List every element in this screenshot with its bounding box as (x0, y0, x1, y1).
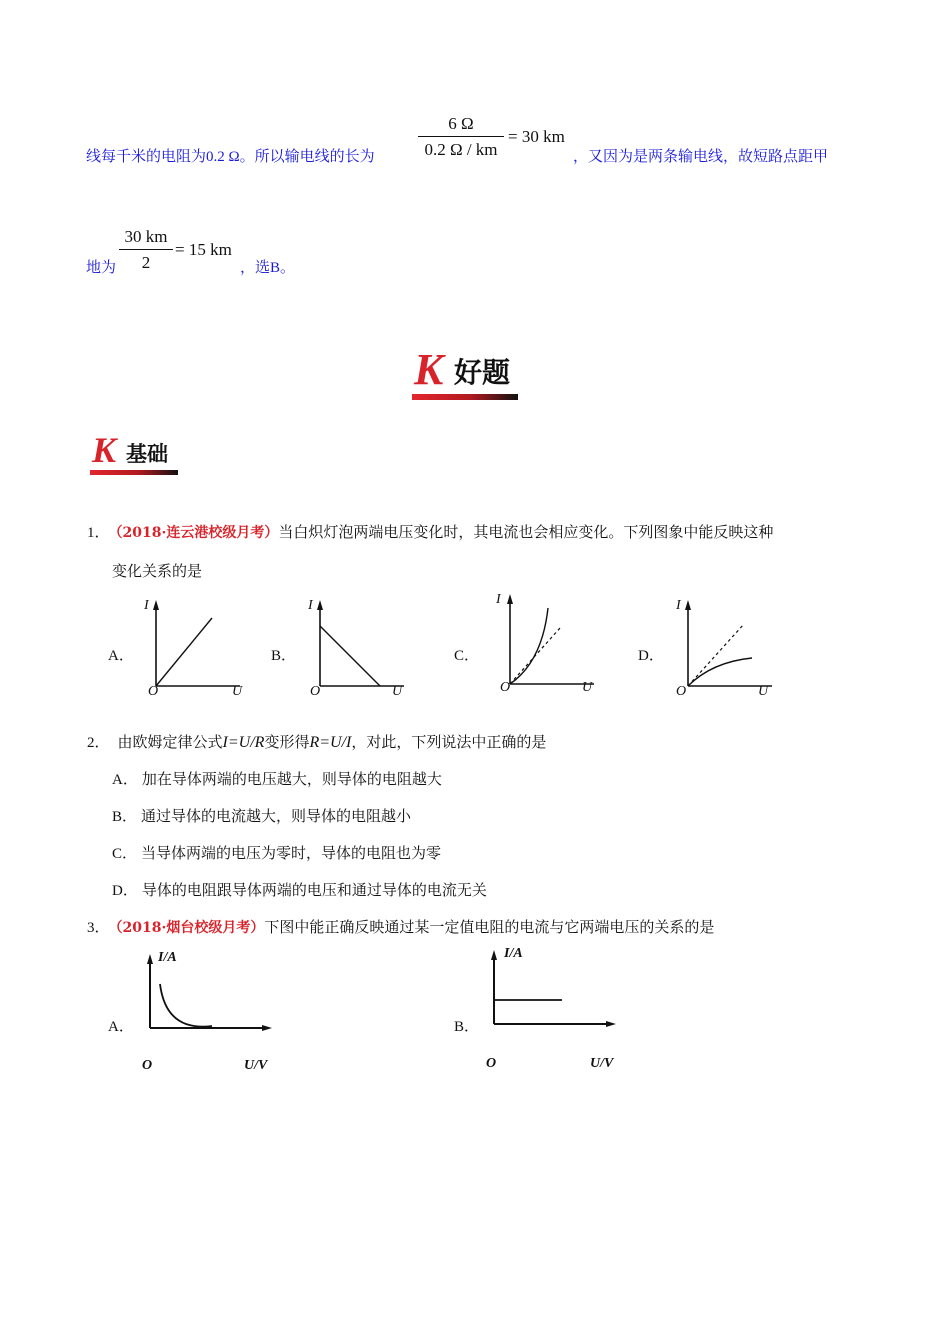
flattening-curve (688, 658, 752, 686)
question-2-stem (87, 731, 546, 752)
origin-label: O (142, 1058, 153, 1073)
explanation-line1-mid: 。所以输电线的长为 (239, 147, 375, 165)
graph-option-c[interactable] (494, 592, 604, 700)
formula-ohms-law: I=U/R (222, 734, 265, 751)
descending-line (320, 626, 380, 686)
answer-choice: B (270, 260, 281, 276)
y-axis-label: I (308, 598, 313, 613)
x-axis-label: U (758, 684, 769, 699)
origin-label: O (500, 680, 511, 695)
x-axis-label: U (392, 684, 403, 699)
question-1-line1 (87, 521, 773, 542)
question-2-option-a[interactable] (112, 768, 442, 789)
choose-text: ，选 (240, 258, 271, 276)
graph-option-a[interactable] (140, 598, 250, 700)
option-label: A． (112, 772, 138, 788)
option-text: 当导体两端的电压为零时，导体的电阻也为零 (141, 844, 442, 862)
graph-option-d[interactable] (672, 598, 782, 702)
question-text-a: 由欧姆定律公式 (117, 733, 223, 751)
banner-title: 基础 (126, 441, 168, 466)
fraction-distance-result: = 15 km (175, 240, 232, 259)
banner-k-letter: K (92, 430, 117, 470)
fraction-distance (119, 227, 173, 273)
question-number: 3． (87, 920, 110, 936)
option-label: B． (112, 809, 138, 825)
question-text: 当白炽灯泡两端电压变化时，其电流也会相应变化。下列图象中能反映这种 (278, 523, 774, 541)
explanation-line1 (86, 145, 375, 166)
option-d-label[interactable]: D． (638, 648, 664, 664)
explanation-line1-suffix: ，又因为是两条输电线，故短路点距甲 (573, 147, 829, 165)
inverse-curve (160, 984, 212, 1027)
fraction-length (418, 114, 504, 160)
origin-label: O (148, 684, 159, 699)
x-axis-label: U/V (244, 1058, 268, 1073)
graph-option-b[interactable] (304, 598, 414, 700)
reference-dashed-line (688, 624, 744, 686)
option-b-label[interactable]: B． (271, 648, 297, 664)
option-b-label[interactable]: B． (454, 1019, 480, 1035)
graph-option-a[interactable] (138, 950, 278, 1080)
y-axis-label: I (676, 598, 681, 613)
option-label: C． (112, 846, 138, 862)
option-text: 通过导体的电流越大，则导体的电阻越小 (141, 807, 412, 825)
banner-underline (90, 470, 178, 475)
graph-option-b[interactable] (484, 946, 624, 1076)
y-axis-label: I/A (158, 950, 177, 965)
explanation-line1-prefix: 线每千米的电阻为 (86, 147, 207, 165)
question-source: （2018·连云港校级月考） (115, 525, 279, 541)
x-axis-label: U (582, 680, 593, 695)
question-2-option-d[interactable] (112, 879, 487, 900)
question-source: （2018·烟台校级月考） (115, 920, 265, 936)
question-text-c: ，对此，下列说法中正确的是 (351, 733, 547, 751)
banner-title: 好题 (454, 356, 511, 389)
option-text: 加在导体两端的电压越大，则导体的电阻越大 (141, 770, 442, 788)
question-2-option-b[interactable] (112, 805, 411, 826)
fraction-length-result: = 30 km (508, 127, 565, 146)
question-2-option-c[interactable] (112, 842, 441, 863)
question-text-b: 变形得 (264, 733, 310, 751)
linear-line (156, 618, 212, 686)
option-c-label[interactable]: C． (454, 648, 480, 664)
question-number: 1． (87, 525, 110, 541)
question-1-line2: 变化关系的是 (112, 562, 203, 580)
explanation-line2-suffix (240, 256, 295, 277)
origin-label: O (486, 1056, 497, 1071)
origin-label: O (310, 684, 321, 699)
fraction-length-denominator: 0.2 Ω / km (424, 140, 498, 159)
x-axis-label: U (232, 684, 243, 699)
question-text: 下图中能正确反映通过某一定值电阻的电流与它两端电压的关系的是 (264, 918, 715, 936)
banner-k-letter: K (414, 345, 444, 394)
resistance-per-km-value: 0.2 Ω (206, 149, 240, 165)
fraction-length-numerator: 6 Ω (448, 114, 474, 133)
option-label: D． (112, 883, 138, 899)
x-axis-label: U/V (590, 1056, 614, 1071)
fraction-distance-numerator: 30 km (124, 227, 168, 246)
question-3-stem (87, 916, 714, 937)
formula-resistance: R=U/I (309, 734, 352, 751)
banner-underline (412, 394, 518, 400)
option-a-label[interactable]: A． (108, 648, 134, 664)
origin-label: O (676, 684, 687, 699)
y-axis-label: I/A (504, 946, 523, 961)
fraction-distance-denominator: 2 (141, 253, 151, 272)
y-axis-label: I (144, 598, 149, 613)
option-text: 导体的电阻跟导体两端的电压和通过导体的电流无关 (141, 881, 487, 899)
period: 。 (280, 258, 296, 276)
explanation-line2-prefix: 地为 (86, 258, 117, 276)
subsection-banner-basics (90, 432, 180, 478)
section-banner-good-questions (412, 345, 520, 404)
upward-curve (510, 608, 548, 684)
y-axis-label: I (496, 592, 501, 607)
question-number: 2． (87, 735, 110, 751)
option-a-label[interactable]: A． (108, 1019, 134, 1035)
